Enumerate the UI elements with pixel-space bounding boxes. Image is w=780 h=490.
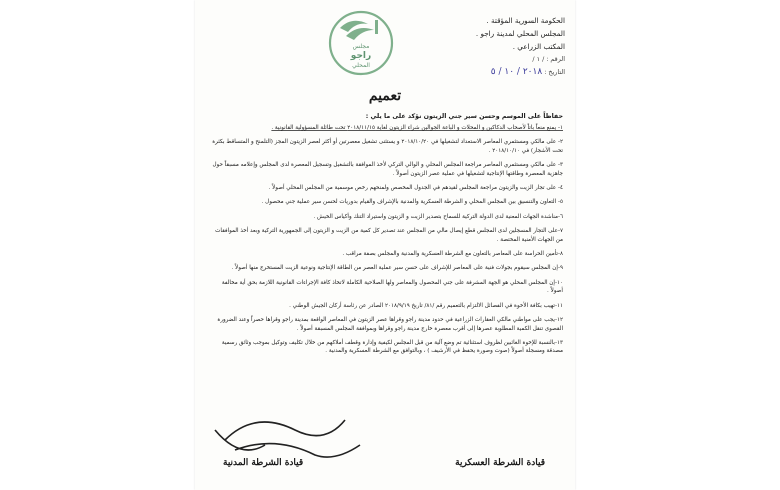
date-label: التاريخ : <box>544 68 565 76</box>
clause-4: ٤- على تجار الزيت والزيتون مراجعة المجلس لقيدهم في الجدول المخصص ولمنحهم رخص موسمية من المجلس المحلي أصولاً . <box>268 185 563 192</box>
clause-10: ١٠-إن المجلس المحلي هو الجهة المشرفة على جني المحصول والمعاصر ولها الصلاحية الكاملة لاتخاذ كافة الإجراءات القانونية اللازمة بحق أية مخالفة أصولاً . <box>221 279 563 295</box>
clause-5: ٥- التعاون والتنسيق بين المجلس المحلي و الشرطة العسكرية والمدنية بالإشراف والقيام بدوريات لحسن سير عملية جني محصول . <box>261 199 563 206</box>
date-row <box>476 66 565 79</box>
document-title: تعميم <box>368 88 402 104</box>
clause-6: ٦-مناشدة الجهات المعنية لدى الدولة التركية للسماح بتصدير الزيت و الزيتون واستيراد التنك وأكياس الخيش . <box>313 213 563 220</box>
clauses-list <box>211 124 563 362</box>
civil-police-signature: قيادة الشرطة المدنية <box>223 458 304 468</box>
header-council: المجلس المحلي لمدينة راجو . <box>475 29 565 38</box>
intro-text: حفاظاً على الموسم وحسن سير جني الزيتون نؤكد على ما يلي : <box>365 113 563 120</box>
clause-2: ٢- على مالكي ومستثمري المعاصر الاستعداد لتشغيلها في ٢٠١٨/١٠/٢٠ و يستثنى تشغيل معصرتين أو أكثر لعصر الزيتون المجز (التلمنح و المتساقط بكثرة تحت الأشجار) في ٢٠١٨/١٠/١٠ . <box>212 139 563 154</box>
council-logo <box>328 10 394 76</box>
clause-9: ٩-إن المجلس سيقوم بجولات فنية على المعاصر للإشراف على حسن سير عملية العصر من الطاقة الإنتاجية ونوعية الزيت المستخرج منها أصولاً . <box>231 265 563 272</box>
logo-top-text: مجلس <box>352 43 370 50</box>
clause-8: ٨-تأمين الحراسة على المعاصر بالتعاون مع الشرطة العسكرية والمدنية والمجلس بصفة مراقب . <box>342 251 563 258</box>
document-header <box>476 14 565 79</box>
clause-12: ١٢-يجب على مواطني مالكي العقارات الزراعية في حدود مدينة راجو وقراها عصر الزيتون في المعاصر الواقعة بمدينة راجو وقراها حصراً وعند الضرورة القصوى تنقل الكمية المطلوبة عصرها إلى أقرب معصرة خارج مدينة راجو وقراها وبموافقة المجلس المسبقة أصولاً . <box>217 317 563 332</box>
logo-middle-text: راجو <box>350 51 372 61</box>
document-page <box>195 0 575 490</box>
clause-13: ١٣-بالنسبة للإخوة الغائبين لظروف استثنائية تم وضع آلية من قبل المجلس لكيفية وإدارة وقطف أملاكهم من خلال تكليف وتوكيل بموجب وثائق رسمية مصدقة ومسجلة أصولاً (صوت وصورة يحفظ في الأرشيف ) ، وبالتوافق مع الشرطة العسكرية والمدنية . <box>221 339 563 355</box>
clause-11: ١١-تهيب بكافة الأخوة في الفصائل الالتزام بالتعميم رقم /٨١/ تاريخ ٢٠١٨/٩/١٩ الصادر عن رئاسة أركان الجيش الوطني . <box>289 302 563 309</box>
header-office: المكتب الزراعي . <box>512 42 565 51</box>
header-government: الحكومة السورية المؤقتة . <box>486 16 565 25</box>
clause-3: ٣- على مالكي ومستثمري المعاصر مراجعة المجلس المحلي و الوالي التركي لأخذ الموافقة بالتشغيل وتسجيل المعصرة لدى المجلس وإعلامه مسبقاً حول جاهزية المعصرة وطاقتها الإنتاجية لتشغيلها في عملية عصر الزيتون أصولاً . <box>212 162 563 177</box>
reference-number: الرقم : / ١ / <box>532 55 565 63</box>
clause-1: ١- يمنع منعاً باتاً لأصحاب الدكاكين و المحلات و الباعة الجوالين شراء الزيتون لغاية ٢٠١٨/١١/١٥ تحت طائلة المسؤولية القانونية . <box>271 125 563 131</box>
clause-7: ٧-على التجار المسجلين لدى المجلس قطع إيصال مالي من المجلس عند تصدير كل كمية من الزيت و الزيتون إلى الجمهورية التركية وبعد أخذ الموافقات من الجهات الأمنية المختصة . <box>215 228 563 243</box>
logo-bottom-text: المحلي <box>352 62 370 69</box>
military-police-signature: قيادة الشرطة العسكرية <box>455 458 545 468</box>
date-value: ٢٠١٨ / ١٠ / ٥ <box>490 67 543 77</box>
